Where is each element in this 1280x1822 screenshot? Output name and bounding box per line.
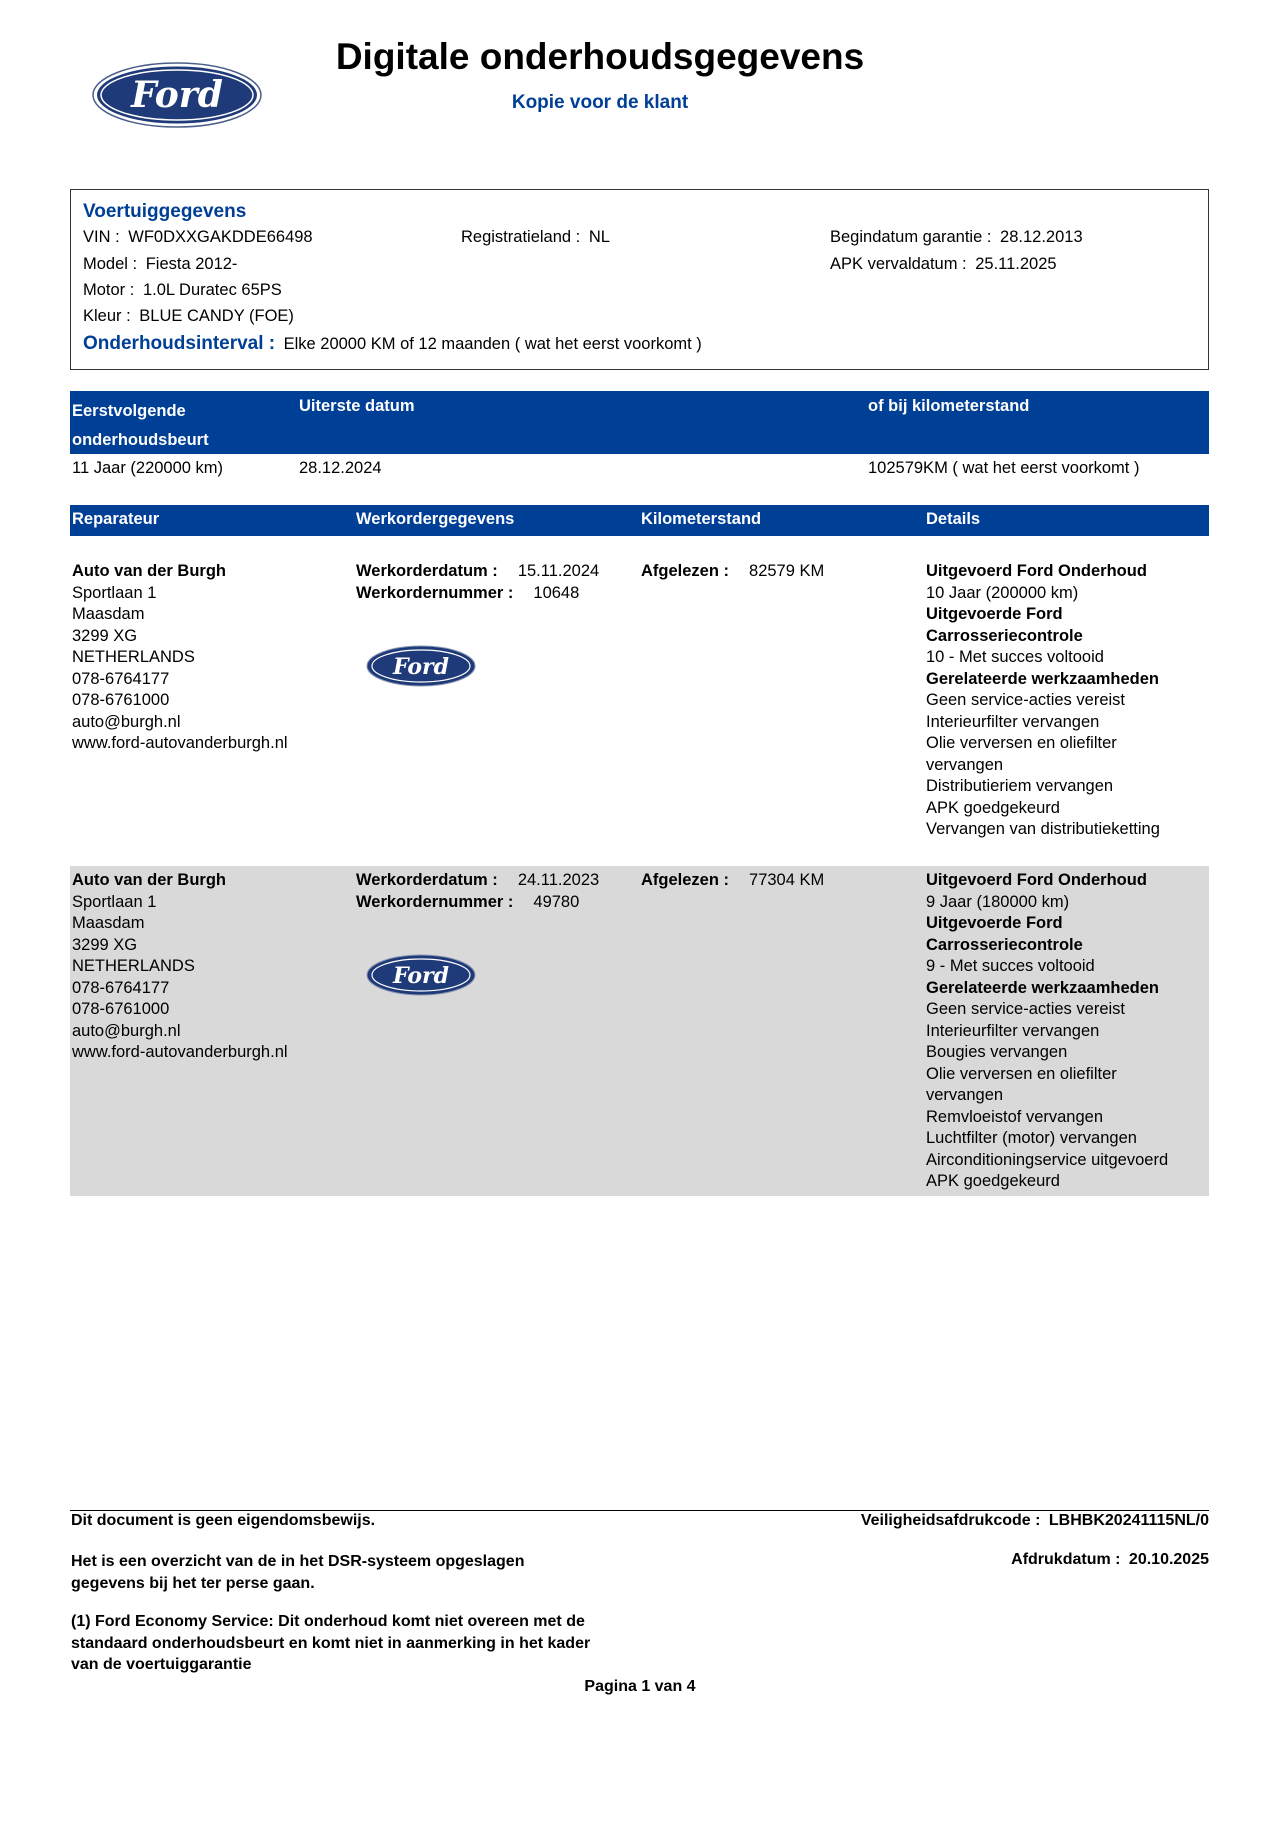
apk-value: 25.11.2025 [975,255,1057,273]
dealer-city: Maasdam [72,605,145,623]
dealer-website: www.ford-autovanderburgh.nl [72,1043,288,1061]
mileage-label: Afgelezen : [641,562,730,580]
order-date-label: Werkorderdatum : [356,871,498,889]
dealer-country: NETHERLANDS [72,648,195,666]
next-service-value: 11 Jaar (220000 km) [72,459,224,477]
svg-text:Ford: Ford [392,654,450,680]
reg-country-row [461,228,610,247]
dealer-postcode: 3299 XG [72,935,138,954]
order-number-label: Werkordernummer : [356,583,514,602]
dealer-block [72,561,288,755]
mileage-label: Afgelezen : [641,871,730,889]
print-date-label: Afdrukdatum : [1011,1551,1121,1568]
vin-value: WF0DXXGAKDDE66498 [128,228,313,246]
detail-line: Carrosseriecontrole [926,935,1083,954]
detail-line: Airconditioningservice uitgevoerd [926,1150,1169,1169]
detail-line: Uitgevoerde Ford [926,605,1063,623]
detail-line: Distributieriem vervangen [926,777,1114,795]
history-col-details: Details [926,510,981,528]
warranty-start-value: 28.12.2013 [1000,228,1083,246]
detail-line: Geen service-acties vereist [926,1000,1125,1018]
color-row [83,307,294,326]
footer-security-code [861,1512,1209,1530]
footer-economy-line: standaard onderhoudsbeurt en komt niet in aanmerking in het kader [71,1634,591,1652]
footer-economy-note [71,1611,590,1676]
print-date-value: 20.10.2025 [1128,1551,1209,1568]
detail-line: Uitgevoerd Ford Onderhoud [926,871,1147,889]
next-service-km: 102579KM ( wat het eerst voorkomt ) [868,459,1140,477]
dealer-city: Maasdam [72,914,145,932]
dealer-block [72,870,288,1064]
svg-text:Ford: Ford [392,963,450,989]
next-service-col2-header: Uiterste datum [299,397,415,415]
dealer-street: Sportlaan 1 [72,583,157,602]
detail-line: Uitgevoerd Ford Onderhoud [926,562,1147,580]
order-date-label: Werkorderdatum : [356,562,498,580]
page-subtitle: Kopie voor de klant [511,92,689,113]
next-service-header [70,391,1209,454]
mileage-block [641,870,824,892]
detail-line: Carrosseriecontrole [926,626,1083,645]
workorder-block [356,870,599,913]
ford-badge [366,645,476,687]
vin-row [83,228,313,247]
detail-line: Remvloeistof vervangen [926,1107,1104,1126]
footer-not-ownership: Dit document is geen eigendomsbewijs. [71,1512,376,1529]
dealer-email: auto@burgh.nl [72,1021,181,1040]
vin-label: VIN : [83,228,120,246]
footer-economy-line: van de voertuiggarantie [71,1656,252,1673]
next-service-col1-line1: Eerstvolgende [72,402,186,420]
detail-line: 9 - Met succes voltooid [926,957,1095,975]
color-value: BLUE CANDY (FOE) [139,307,294,325]
dealer-phone-1: 078-6764177 [72,669,170,688]
mileage-value: 77304 KM [749,871,825,889]
model-row [83,255,237,274]
dealer-phone-2: 078-6761000 [72,691,170,709]
order-number: 49780 [533,892,580,911]
order-date: 15.11.2024 [517,562,600,580]
detail-line: Gerelateerde werkzaamheden [926,669,1159,688]
history-col-workorder: Werkordergegevens [356,510,515,528]
workorder-block [356,561,599,604]
reg-country-label: Registratieland : [461,228,581,246]
model-value: Fiesta 2012- [145,255,238,273]
mileage-block [641,561,824,583]
order-number: 10648 [533,583,580,602]
engine-label: Motor : [83,281,135,299]
order-number-label: Werkordernummer : [356,892,514,911]
next-service-col1-header [72,397,209,455]
apk-label: APK vervaldatum : [830,255,967,273]
detail-line: 10 - Met succes voltooid [926,648,1104,666]
footer-economy-line: (1) Ford Economy Service: Dit onderhoud komt niet overeen met de [71,1613,585,1630]
detail-line: Uitgevoerde Ford [926,914,1063,932]
detail-line: Gerelateerde werkzaamheden [926,978,1159,997]
detail-line: Olie verversen en oliefilter [926,734,1117,752]
history-col-repairer: Reparateur [72,510,160,528]
dealer-country: NETHERLANDS [72,957,195,975]
ford-badge [366,954,476,996]
dealer-street: Sportlaan 1 [72,892,157,911]
detail-line: vervangen [926,1086,1004,1104]
footer-print-date [1011,1551,1209,1569]
security-code-label: Veiligheidsafdrukcode : [860,1512,1041,1529]
interval-label: Onderhoudsinterval : [83,333,276,354]
dealer-phone-1: 078-6764177 [72,978,170,997]
detail-line: 9 Jaar (180000 km) [926,892,1070,911]
page-title: Digitale onderhoudsgegevens [335,36,865,77]
service-record [70,866,1209,1196]
model-label: Model : [83,255,138,273]
mileage-value: 82579 KM [749,562,825,580]
detail-line: Interieurfilter vervangen [926,712,1100,731]
vehicle-section-title: Voertuiggegevens [83,201,247,222]
details-block [926,870,1168,1193]
interval-value: Elke 20000 KM of 12 maanden ( wat het eerst voorkomt ) [283,335,702,353]
svg-text:Ford: Ford [131,74,223,116]
warranty-start-label: Begindatum garantie : [830,228,992,246]
security-code-value: LBHBK20241115NL/0 [1048,1512,1209,1529]
history-col-mileage: Kilometerstand [641,510,762,528]
detail-line: 10 Jaar (200000 km) [926,583,1079,602]
page-number: Pagina 1 van 4 [584,1678,696,1695]
footer-overview-line: Het is een overzicht van de in het DSR-systeem opgeslagen [71,1553,525,1570]
detail-line: Bougies vervangen [926,1043,1068,1061]
detail-line: Geen service-acties vereist [926,691,1125,709]
order-date: 24.11.2023 [517,871,600,889]
engine-value: 1.0L Duratec 65PS [142,281,282,299]
warranty-start-row [830,228,1083,247]
dealer-phone-2: 078-6761000 [72,1000,170,1018]
vehicle-info-box [70,189,1209,370]
interval-row [83,333,702,355]
details-block [926,561,1160,841]
detail-line: APK goedgekeurd [926,798,1060,817]
color-label: Kleur : [83,307,131,325]
detail-line: Luchtfilter (motor) vervangen [926,1129,1137,1147]
detail-line: Interieurfilter vervangen [926,1021,1100,1040]
reg-country-value: NL [588,228,610,246]
dealer-name: Auto van der Burgh [72,871,227,889]
footer-overview-line: gegevens bij het ter perse gaan. [71,1574,315,1592]
detail-line: vervangen [926,755,1004,774]
detail-line: Vervangen van distributieketting [926,820,1160,838]
service-record [70,561,1209,851]
dealer-email: auto@burgh.nl [72,712,181,731]
detail-line: APK goedgekeurd [926,1172,1060,1190]
next-service-col1-line2: onderhoudsbeurt [72,431,209,449]
dealer-website: www.ford-autovanderburgh.nl [72,734,288,752]
next-service-col3-header: of bij kilometerstand [868,397,1030,415]
footer-divider [70,1510,1209,1511]
engine-row [83,281,282,300]
footer-overview [71,1551,524,1594]
detail-line: Olie verversen en oliefilter [926,1064,1117,1083]
history-header [70,505,1209,536]
dealer-postcode: 3299 XG [72,626,138,645]
apk-row [830,255,1057,274]
next-service-date: 28.12.2024 [299,459,382,477]
dealer-name: Auto van der Burgh [72,562,227,580]
